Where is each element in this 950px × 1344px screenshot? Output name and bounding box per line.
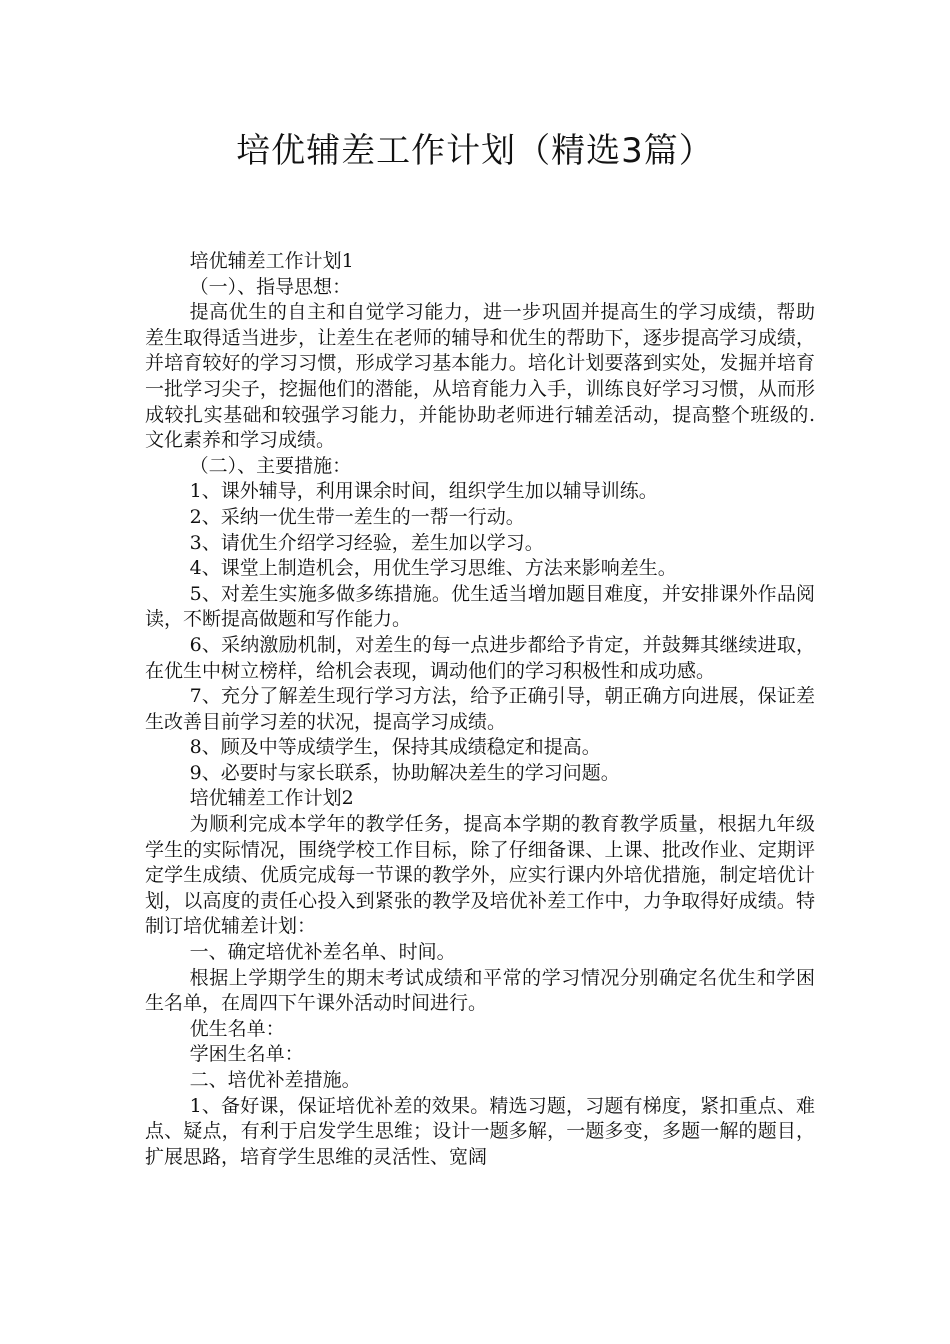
list-item: 1、备好课，保证培优补差的效果。精选习题，习题有梯度，紧扣重点、难点、疑点，有利于启发学生思维；设计一题多解，一题多变，多题一解的题目，扩展思路，培育学生思维的灵活性、宽阔	[145, 1094, 815, 1168]
subsection-heading: （一）、指导思想：	[189, 275, 352, 298]
list-item: 8、顾及中等成绩学生，保持其成绩稳定和提高。	[189, 736, 601, 759]
body-paragraph: 根据上学期学生的期末考试成绩和平常的学习情况分别确定名优生和学困生名单，在周四下午课外活动时间进行。	[145, 966, 815, 1015]
list-item: 2、采纳一优生带一差生的一帮一行动。	[189, 505, 525, 528]
subsection-heading: 二、培优补差措施。	[189, 1069, 361, 1091]
document-body	[145, 249, 815, 1170]
subsection-heading: 一、确定培优补差名单、时间。	[189, 941, 456, 964]
list-item: 4、课堂上制造机会，用优生学习思维、方法来影响差生。	[189, 557, 677, 580]
body-paragraph: 为顺利完成本学年的教学任务，提高本学期的教育教学质量，根据九年级学生的实际情况，围绕学校工作目标，除了仔细备课、上课、批改作业、定期评定学生成绩、优质完成每一节课的教学外，应实行课内外培优措施，制定培优计划，以高度的责任心投入到紧张的教学及培优补差工作中，力争取得好成绩。特制订培优辅差计划：	[145, 813, 815, 938]
list-item: 1、课外辅导，利用课余时间，组织学生加以辅导训练。	[189, 480, 658, 503]
body-paragraph: 提高优生的自主和自觉学习能力，进一步巩固并提高生的学习成绩，帮助差生取得适当进步，让差生在老师的辅导和优生的帮助下，逐步提高学习成绩，并培育较好的学习习惯，形成学习基本能力。培化计划要落到实处，发掘并培育一批学习尖子，挖掘他们的潜能，从培育能力入手，训练良好学习习惯，从而形成较扎实基础和较强学习能力，并能协助老师进行辅差活动，提高整个班级的.文化素养和学习成绩。	[145, 301, 815, 452]
list-item: 9、必要时与家长联系，协助解决差生的学习问题。	[189, 761, 620, 784]
body-paragraph: 优生名单：	[189, 1017, 285, 1040]
list-item: 7、充分了解差生现行学习方法，给予正确引导，朝正确方向进展，保证差生改善目前学习差的状况，提高学习成绩。	[145, 685, 815, 733]
list-item: 6、采纳激励机制，对差生的每一点进步都给予肯定，并鼓舞其继续进取，在优生中树立榜样，给机会表现，调动他们的学习积极性和成功感。	[145, 633, 815, 682]
section-heading: 培优辅差工作计划2	[189, 787, 354, 810]
section-heading: 培优辅差工作计划1	[189, 250, 354, 272]
document-title: 培优辅差工作计划（精选3篇）	[236, 131, 714, 171]
list-item: 5、对差生实施多做多练措施。优生适当增加题目难度，并安排课外作品阅读，不断提高做题和写作能力。	[145, 582, 815, 631]
body-paragraph: 学困生名单：	[189, 1043, 304, 1066]
subsection-heading: （二）、主要措施：	[189, 454, 352, 477]
list-item: 3、请优生介绍学习经验，差生加以学习。	[189, 531, 544, 554]
